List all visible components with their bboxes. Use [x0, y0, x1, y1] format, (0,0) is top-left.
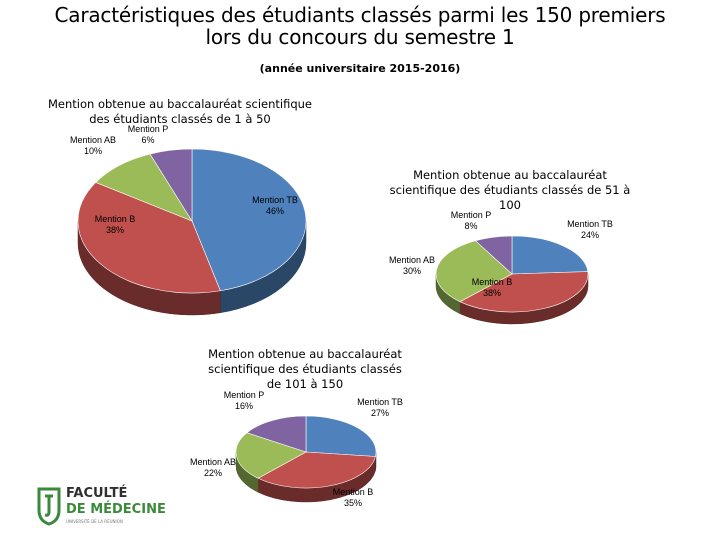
- chart2-label-tb: Mention TB 24%: [567, 219, 613, 240]
- pie-slice-tb: [306, 416, 376, 457]
- chart3-label-p: Mention P 16%: [223, 390, 265, 411]
- logo-text-line3: UNIVERSITÉ DE LA RÉUNION: [66, 519, 123, 524]
- chart3-title-line: Mention obtenue au baccalauréat: [208, 347, 402, 361]
- faculty-emblem-icon: [36, 486, 62, 526]
- chart2-label-p: Mention P 8%: [450, 210, 492, 231]
- chart1-label-p: Mention P 6%: [127, 124, 169, 145]
- pie-slice-tb: [512, 236, 588, 274]
- chart3-title: [185, 347, 425, 392]
- chart2-label-ab: Mention AB 30%: [388, 255, 436, 276]
- chart1-title-line: Mention obtenue au baccalauréat scientifique: [47, 97, 312, 111]
- page-subtitle: (année universitaire 2015-2016): [259, 62, 461, 75]
- chart1-label-tb: Mention TB 46%: [252, 195, 298, 216]
- chart2-title-line: Mention obtenue au baccalauréat: [413, 168, 607, 182]
- chart3-title-line: scientifique des étudiants classés: [208, 362, 402, 376]
- page-title-line1: Caractéristiques des étudiants classés parmi les 150 premiers: [54, 3, 666, 27]
- chart1-title-line: des étudiants classés de 1 à 50: [89, 112, 271, 126]
- chart1-label-b: Mention B 38%: [94, 214, 136, 235]
- chart3-label-ab: Mention AB 22%: [189, 457, 237, 478]
- chart3-label-b: Mention B 35%: [332, 487, 374, 508]
- chart1-label-ab: Mention AB 10%: [69, 135, 117, 156]
- chart3-label-tb: Mention TB 27%: [357, 397, 403, 418]
- chart2-title-line: scientifique des étudiants classés de 51 à: [389, 183, 631, 197]
- page-title-line2: lors du concours du semestre 1: [205, 25, 515, 49]
- logo-text-line1: FACULTÉ: [66, 486, 128, 501]
- chart2-label-b: Mention B 38%: [471, 277, 513, 298]
- chart2-title-line: 100: [499, 198, 521, 212]
- chart3-title-line: de 101 à 150: [266, 377, 344, 391]
- faculty-logo: [36, 486, 176, 528]
- logo-text-line2: DE MÉDECINE: [66, 502, 166, 517]
- chart2-title: [370, 168, 650, 213]
